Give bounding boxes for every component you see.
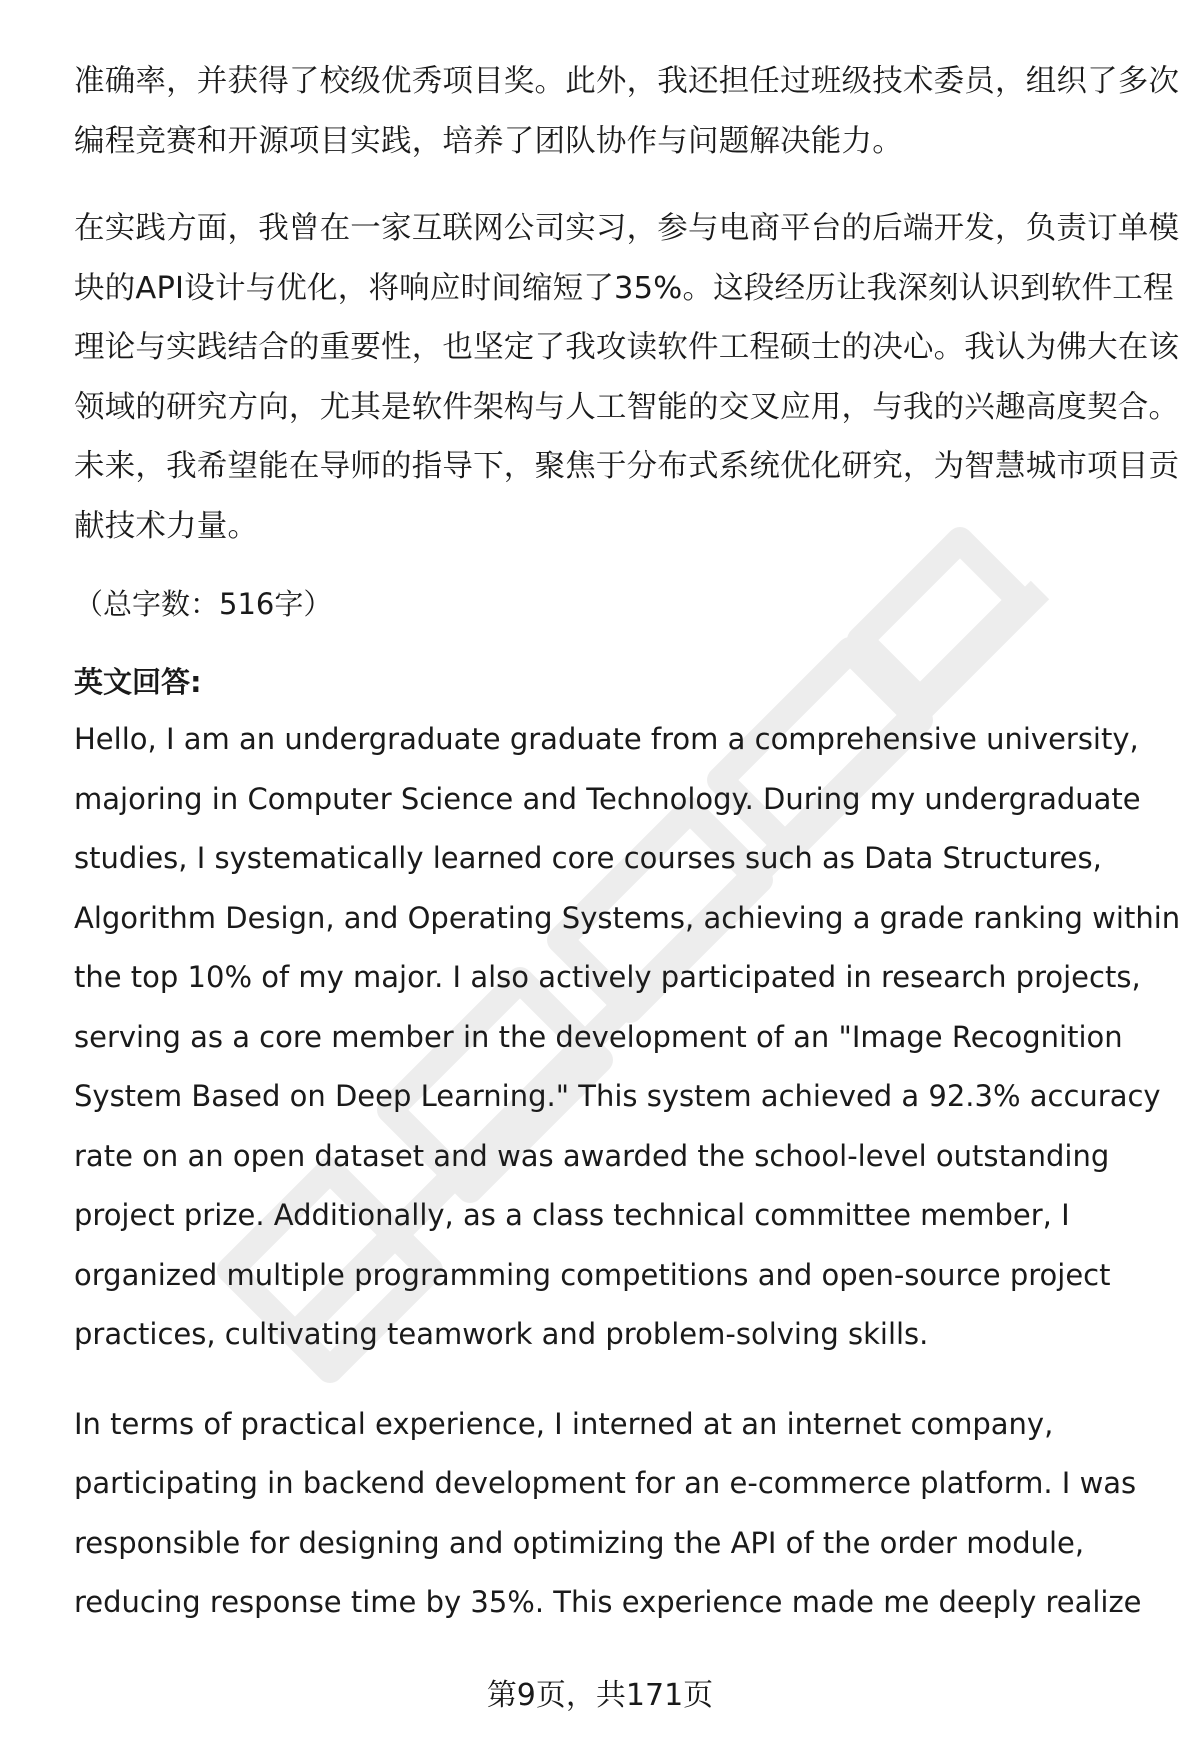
text-line: organized multiple programming competitions and open-source project <box>74 1257 1111 1292</box>
text-line: 编程竞赛和开源项目实践，培养了团队协作与问题解决能力。 <box>74 123 903 159</box>
text-line: rate on an open dataset and was awarded the school-level outstanding <box>74 1138 1110 1173</box>
zh-paragraph-1 <box>74 52 1180 171</box>
text-line: 领域的研究方向，尤其是软件架构与人工智能的交叉应用，与我的兴趣高度契合。 <box>74 389 1180 425</box>
text-line: 未来，我希望能在导师的指导下，聚焦于分布式系统优化研究，为智慧城市项目贡 <box>74 449 1180 484</box>
text-line: project prize. Additionally, as a class technical committee member, I <box>74 1198 1070 1232</box>
page-footer: 第9页，共171页 <box>486 1678 714 1713</box>
page-content <box>74 52 1181 1633</box>
text-line: studies, I systematically learned core courses such as Data Structures, <box>74 841 1102 875</box>
en-paragraph-1 <box>74 710 1181 1365</box>
text-line: 在实践方面，我曾在一家互联网公司实习，参与电商平台的后端开发，负责订单模 <box>74 211 1180 246</box>
text-line: 献技术力量。 <box>74 508 259 544</box>
text-line: In terms of practical experience, I interned at an internet company, <box>74 1406 1054 1441</box>
en-paragraph-2 <box>74 1395 1154 1633</box>
text-line: serving as a core member in the development of an "Image Recognition <box>74 1019 1123 1054</box>
text-line: practices, cultivating teamwork and problem-solving skills. <box>74 1317 929 1351</box>
text-line: 理论与实践结合的重要性，也坚定了我攻读软件工程硕士的决心。我认为佛大在该 <box>74 330 1180 365</box>
text-line: reducing response time by 35%. This experience made me deeply realize <box>74 1585 1142 1619</box>
text-line: majoring in Computer Science and Technology. During my undergraduate <box>74 781 1141 816</box>
text-line: participating in backend development for an e-commerce platform. I was <box>74 1466 1137 1500</box>
text-line: Hello, I am an undergraduate graduate from a comprehensive university, <box>74 722 1139 756</box>
text-line: System Based on Deep Learning." This system achieved a 92.3% accuracy <box>74 1079 1161 1113</box>
text-line: 准确率，并获得了校级优秀项目奖。此外，我还担任过班级技术委员，组织了多次 <box>74 64 1180 99</box>
zh-paragraph-2 <box>74 199 1180 556</box>
text-line: responsible for designing and optimizing the API of the order module, <box>74 1525 1085 1560</box>
english-answer-heading: 英文回答: <box>74 665 202 699</box>
text-line: 块的API设计与优化，将响应时间缩短了35%。这段经历让我深刻认识到软件工程 <box>74 270 1174 306</box>
word-count: （总字数：516字） <box>74 587 333 621</box>
text-line: the top 10% of my major. I also actively participated in research projects, <box>74 960 1141 994</box>
text-line: Algorithm Design, and Operating Systems, achieving a grade ranking within <box>74 900 1181 935</box>
